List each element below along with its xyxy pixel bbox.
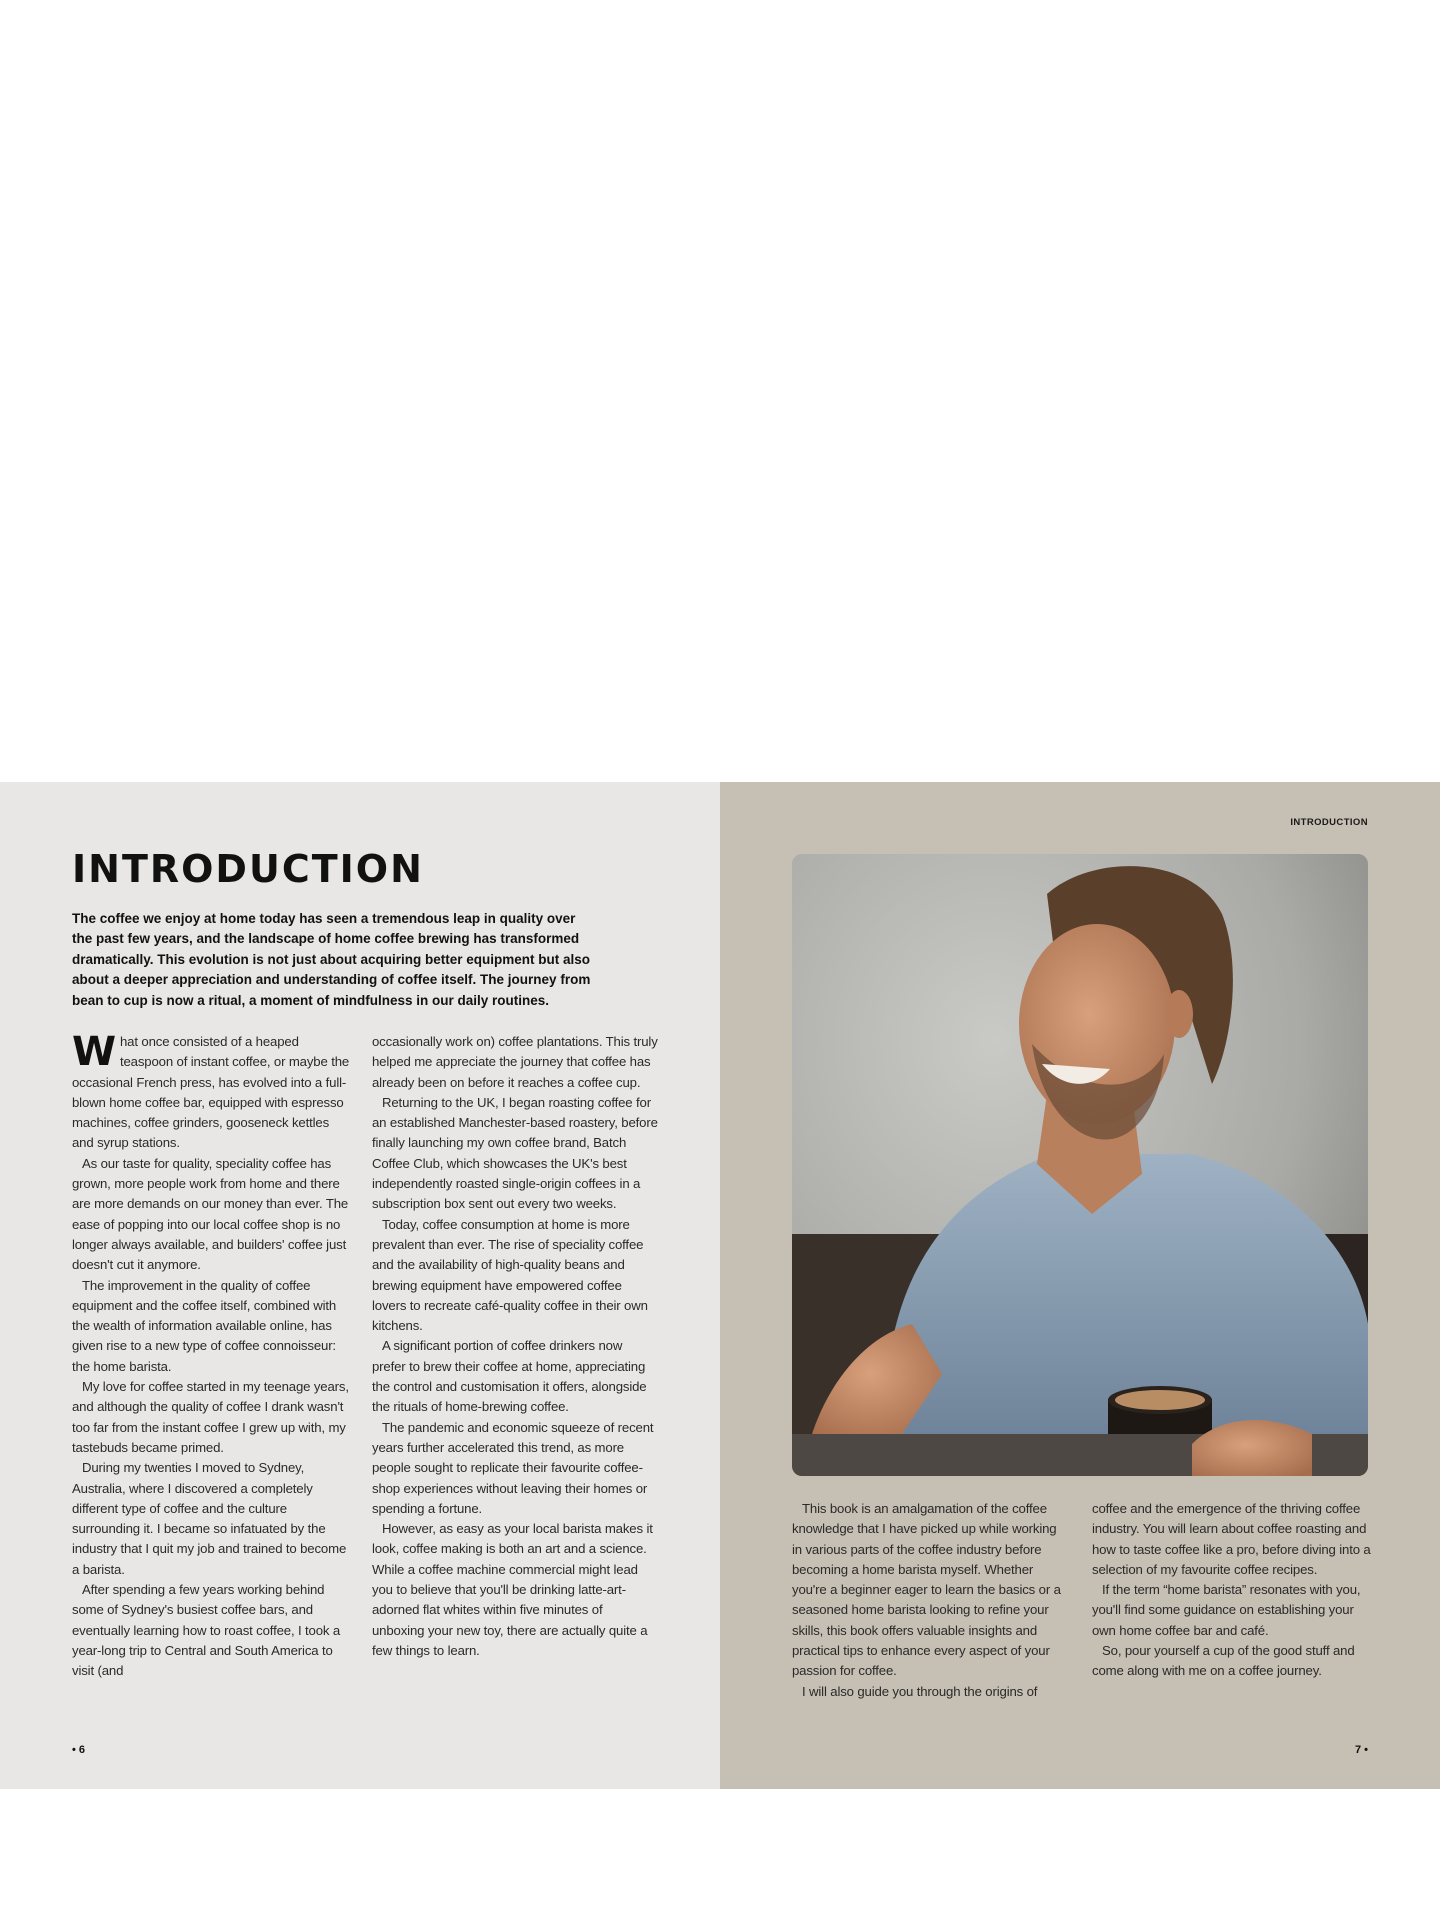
- page-number-right: 7 •: [1354, 1744, 1368, 1756]
- body-paragraph: coffee and the emergence of the thriving coffee industry. You will learn about coffee roasting and how to taste coffee like a pro, before diving into a selection of my favourite coffee recipes.: [1092, 1501, 1371, 1577]
- lead-paragraph: The coffee we enjoy at home today has seen a tremendous leap in quality over the past few years, and the landscape of home coffee brewing has transformed dramatically. This evolution is not just about acquiring better equipment but also about a deeper appreciation and understanding of coffee itself. The journey from bean to cup is now a ritual, a moment of mindfulness in our daily routines.: [72, 911, 591, 1008]
- right-page: [720, 782, 1440, 1789]
- book-spread: [0, 782, 1440, 1789]
- body-paragraph: My love for coffee started in my teenage years, and although the quality of coffee I drank wasn't too far from the instant coffee I grew up with, my tastebuds became primed.: [72, 1379, 349, 1455]
- body-paragraph: occasionally work on) coffee plantations. This truly helped me appreciate the journey that coffee has already been on before it reaches a coffee cup.: [372, 1034, 658, 1090]
- right-column-1: [792, 1499, 1064, 1702]
- body-paragraph: What once consisted of a heaped teaspoon of instant coffee, or maybe the occasional French press, has evolved into a full-blown home coffee bar, equipped with espresso machines, coffee grinders, gooseneck kettles and syrup stations.: [72, 1029, 350, 1151]
- body-paragraph: After spending a few years working behind some of Sydney's busiest coffee bars, and eventually learning how to roast coffee, I took a year-long trip to Central and South America to visit (and: [72, 1582, 341, 1679]
- body-paragraph: During my twenties I moved to Sydney, Australia, where I discovered a completely different type of coffee and the culture surrounding it. I became so infatuated by the industry that I quit my job and trained to become a barista.: [72, 1460, 347, 1577]
- body-paragraph: The pandemic and economic squeeze of recent years further accelerated this trend, as more people sought to replicate their favourite coffee-shop experiences without leaving their homes or spending a fortune.: [372, 1419, 654, 1516]
- author-photo: [792, 854, 1368, 1476]
- left-column-1: [72, 1029, 352, 1682]
- body-paragraph: As our taste for quality, speciality coffee has grown, more people work from home and there are more demands on our money than ever. The ease of popping into our local coffee shop is no longer always available, and builders' coffee just doesn't cut it anymore.: [72, 1155, 349, 1273]
- body-paragraph: This book is an amalgamation of the coffee knowledge that I have picked up while working in various parts of the coffee industry before becoming a home barista myself. Whether you're a beginner eager to learn the basics or a seasoned home barista looking to refine your skills, this book offers valuable insights and practical tips to enhance every aspect of your passion for coffee.: [792, 1501, 1061, 1679]
- body-paragraph: The improvement in the quality of coffee equipment and the coffee itself, combined with the wealth of information available online, has given rise to a new type of coffee connoisseur: the home barista.: [72, 1277, 337, 1374]
- right-column-2: [1092, 1499, 1378, 1682]
- page-number-left: • 6: [72, 1744, 86, 1756]
- body-paragraph: However, as easy as your local barista makes it look, coffee making is both an art and a science. While a coffee machine commercial might lead you to believe that you'll be drinking latte-art-adorned flat whites within five minutes of unboxing your new toy, there are actually quite a few things to learn.: [372, 1521, 653, 1658]
- running-head: INTRODUCTION: [1290, 817, 1368, 828]
- left-column-2: [372, 1032, 658, 1661]
- body-paragraph: A significant portion of coffee drinkers now prefer to brew their coffee at home, appreciating the control and customisation it offers, alongside the rituals of home-brewing coffee.: [372, 1338, 647, 1415]
- body-paragraph: Returning to the UK, I began roasting coffee for an established Manchester-based roastery, before finally launching my own coffee brand, Batch Coffee Club, which showcases the UK's best independently roasted single-origin coffees in a subscription box sent out every two weeks.: [372, 1094, 658, 1212]
- body-paragraph: Today, coffee consumption at home is more prevalent than ever. The rise of speciality coffee and the availability of high-quality beans and brewing equipment have empowered coffee lovers to recreate café-quality coffee in their own kitchens.: [372, 1216, 648, 1334]
- left-page: [0, 782, 720, 1789]
- body-paragraph: If the term “home barista” resonates with you, you'll find some guidance on establishing your own home coffee bar and café.: [1092, 1582, 1361, 1638]
- body-paragraph: I will also guide you through the origins of: [802, 1683, 1038, 1699]
- body-paragraph: So, pour yourself a cup of the good stuff and come along with me on a coffee journey.: [1092, 1643, 1355, 1679]
- drop-cap: W: [72, 1029, 116, 1075]
- page-title: INTRODUCTION: [72, 847, 424, 891]
